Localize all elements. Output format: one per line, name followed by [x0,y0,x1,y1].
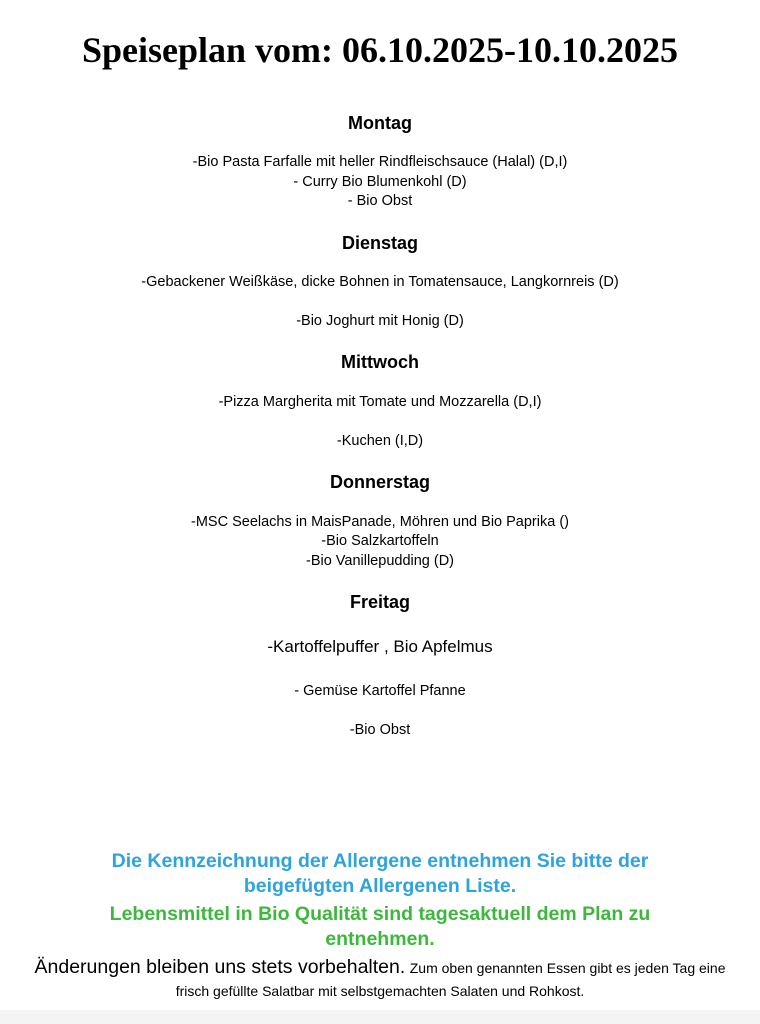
menu-item-mittwoch-2: -Kuchen (I,D) [336,433,424,449]
menu-item-freitag-2: - Gemüse Kartoffel Pfanne [294,683,466,699]
day-heading-mittwoch: Mittwoch [341,352,419,372]
menu-item-mittwoch-1: -Pizza Margherita mit Tomate und Mozzarella (D,I) [218,394,542,410]
menu-item-dienstag-1: -Gebackener Weißkäse, dicke Bohnen in Tomatensauce, Langkornreis (D) [141,274,619,290]
menu-item-montag-2: - Curry Bio Blumenkohl (D) [293,174,467,190]
menu-item-freitag-3: -Bio Obst [349,722,411,738]
bio-note-line-2: entnehmen. [325,928,435,950]
page-bottom-edge [0,1010,760,1024]
salad-bar-note: Zum oben genannten Essen gibt es jeden Tag eine frisch gefüllte Salatbar mit selbstgemachten Salaten und Rohkost. [175,960,726,999]
day-heading-dienstag: Dienstag [341,233,419,253]
day-heading-donnerstag: Donnerstag [329,472,430,492]
menu-item-freitag-1: -Kartoffelpuffer , Bio Apfelmus [267,637,493,656]
footer-note [30,956,730,1003]
menu-item-montag-1: -Bio Pasta Farfalle mit heller Rindfleischsauce (Halal) (D,I) [192,154,568,170]
day-heading-montag: Montag [348,113,412,133]
day-heading-freitag: Freitag [349,592,410,612]
allergen-note-line-1: Die Kennzeichnung der Allergene entnehmen Sie bitte der [111,850,649,872]
menu-item-dienstag-2: -Bio Joghurt mit Honig (D) [296,313,464,329]
page-title: Speiseplan vom: 06.10.2025-10.10.2025 [81,30,679,70]
allergen-note-line-2: beigefügten Allergenen Liste. [243,875,517,897]
menu-item-donnerstag-2: -Bio Salzkartoffeln [321,533,439,549]
bio-note-line-1: Lebensmittel in Bio Qualität sind tagesaktuell dem Plan zu [109,903,651,925]
menu-item-donnerstag-3: -Bio Vanillepudding (D) [305,553,455,569]
changes-note: Änderungen bleiben uns stets vorbehalten. [34,956,406,978]
menu-item-montag-3: - Bio Obst [347,193,413,209]
menu-item-donnerstag-1: -MSC Seelachs in MaisPanade, Möhren und Bio Paprika () [191,514,569,530]
